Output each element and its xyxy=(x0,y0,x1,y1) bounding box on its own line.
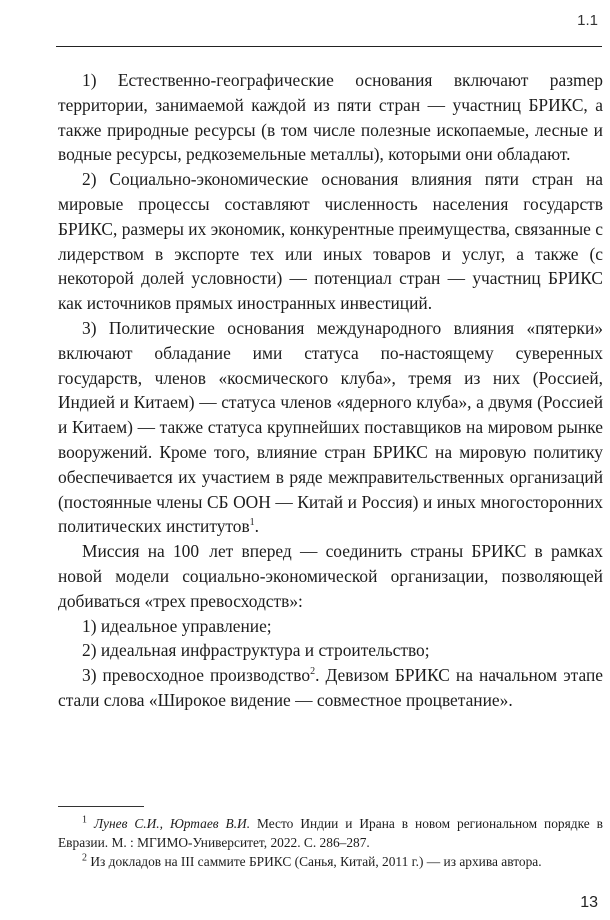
list-item-infrastructure: 2) идеальная инфраструктура и строительство; xyxy=(82,640,430,661)
paragraph-mission-rest: лет вперед — соединить страны БРИКС в рамках новой модели социально-экономической организации, позволяющей добиваться «трех превосходств»: xyxy=(58,541,603,611)
footnote-2 xyxy=(58,852,603,871)
footnote-1-mark: 1 xyxy=(82,814,87,826)
footnote-1 xyxy=(58,814,603,852)
main-text xyxy=(58,68,603,713)
list-item-ideal-governance: 1) идеальное управление; xyxy=(82,615,272,636)
paragraph-mission xyxy=(58,539,603,613)
list-item-production-rest: . Девизом БРИКС на начальном этапе стали слова «Широкое видение — совместное процветание». xyxy=(58,665,603,710)
paragraph-political: 3) Политические основания международного влияния «пятерки» включают обладание ими статуса по-настоящему суверенных государств, членов «космического клуба», тремя из них (Россией, Индией и Китаем) — статуса членов «ядерного клуба», а двумя (Россией и Китаем) — также статуса крупнейших поставщиков на мировом рынке вооружений. Кроме того, влияние стран БРИКС на мировую политику обеспечивается их участием в ряде межправительственных организаций (постоянные члены СБ ООН — Китай и Россия) и иных многосторонних политических институтов$^1$. xyxy=(58,317,603,537)
list-item-production xyxy=(58,663,603,713)
section-number: 1.1 xyxy=(577,12,598,29)
paragraph-socio-economic: 2) Социально-экономические основания влияния пяти стран на мировые процессы составляют численность населения государств БРИКС, размеры их экономик, конкурентные преимущества, связанные с лидерством в экспорте тех или иных товаров и услуг, а также (с некоторой долей условности) — потенциал стран — участниц БРИКС как источников прямых иностранных инвестиций. xyxy=(58,169,603,314)
footnote-2-text: Из докладов на III саммите БРИКС (Санья, Китай, 2011 г.) — из архива автора. xyxy=(87,854,542,869)
footnote-rule xyxy=(58,806,144,807)
footnote-ref-1: 1 xyxy=(249,517,255,529)
list-item-production-text: 3) превосходное производство xyxy=(82,665,311,686)
footnote-ref-2: 2 xyxy=(310,666,316,678)
footnote-1-text: Место Индии и Ирана в новом региональном порядке в Евразии. М. : МГИМО-Университет, 2022. С. 286–287. xyxy=(58,816,603,850)
paragraph-mission-start: Миссия на 100 xyxy=(82,541,200,562)
paragraph-political-text: 3) Политические основания международного влияния «пятерки» включают обладание ими статуса по-настоящему суверенных государств, членов «космического клуба», тремя из них (Россией, Индией и Китаем) — статуса членов «ядерного клуба», а двумя (Россией и Китаем) — также статуса крупнейших поставщиков на мировом рынке вооружений. Кроме того, влияние стран БРИКС на мировую политику обеспечивается их участием в ряде межправительственных организаций (постоянные члены СБ ООН — Китай и Россия) и иных многосторонних политических институтов xyxy=(58,317,603,537)
paragraph-natural-geographic: 1) Естественно-географические основания включают разmер территории, занимаемой каждой из пяти стран — участниц БРИКС, а также природные ресурсы (в том числе полезные ископаемые, лесные и водные ресурсы, редкоземельные металлы), которыми они обладают. xyxy=(58,70,603,165)
footnote-1-authors: Лунев С.И., Юртаев В.И. xyxy=(93,816,251,831)
header-rule xyxy=(56,46,602,47)
footnote-2-mark: 2 xyxy=(82,852,87,864)
footnotes xyxy=(58,814,603,871)
page-number: 13 xyxy=(580,894,598,911)
